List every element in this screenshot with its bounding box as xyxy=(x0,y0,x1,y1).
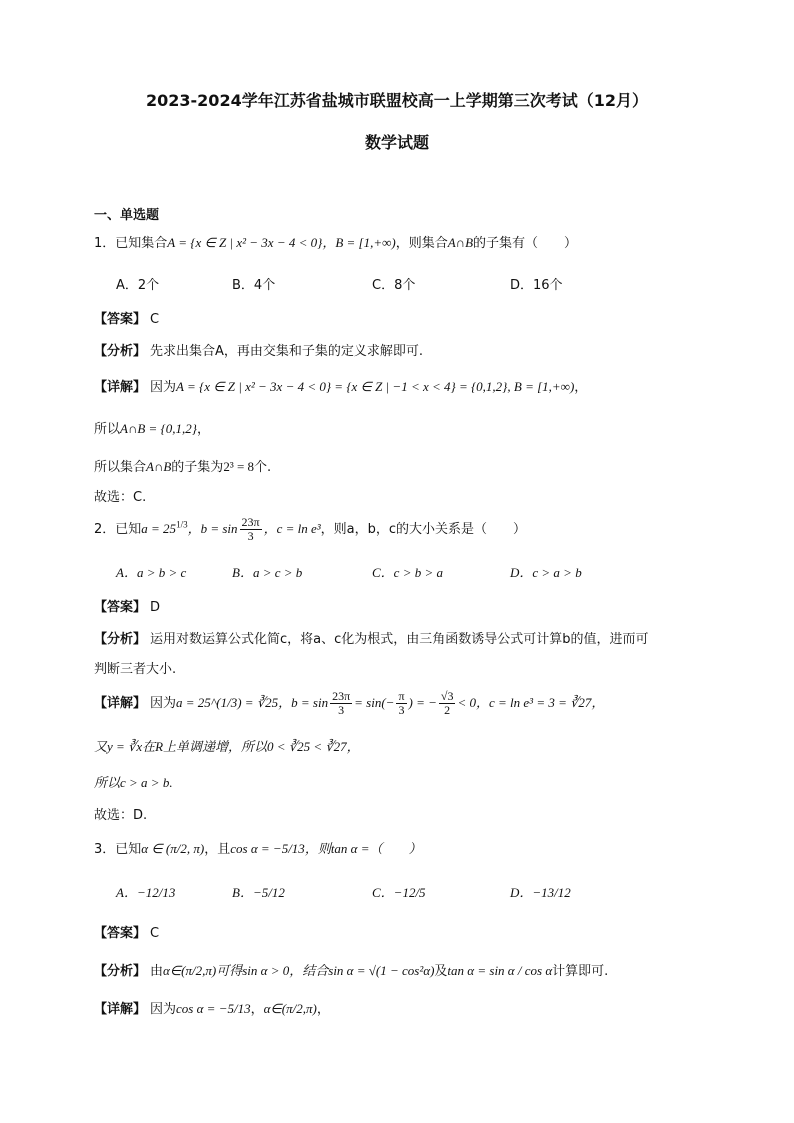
q2-detail-pi-fraction xyxy=(396,690,406,717)
q1-line3-prefix: 所以集合 xyxy=(94,460,147,475)
q1-conclusion: 故选：C. xyxy=(94,490,147,505)
q3-analysis-sin: sin α = √(1 − cos²α) xyxy=(328,963,435,978)
q3-stem xyxy=(94,838,422,857)
q2-detail-line2: 又y = ∛x在R上单调递增，所以0 < ∛25 < ∛27， xyxy=(94,739,360,754)
detail-tag: 【详解】 xyxy=(94,380,147,395)
q1-detail-prefix: 因为 xyxy=(150,380,177,395)
q3-option-c: C．−12/5 xyxy=(372,885,426,900)
q2-detail-b2: = sin(− xyxy=(354,695,395,710)
q3-analysis-and: 及 xyxy=(434,964,448,979)
q3-stem-suffix: ，则tan α =（ ） xyxy=(304,841,422,856)
q2-b-fraction xyxy=(240,516,262,543)
q1-detail-line2 xyxy=(94,418,210,437)
q2-stem-suffix: ，则a，b，c的大小关系是（ ） xyxy=(320,522,527,537)
q3-answer xyxy=(94,922,159,941)
q3-analysis xyxy=(94,960,608,979)
detail-tag: 【详解】 xyxy=(94,696,147,711)
q3-option-b: B．−5/12 xyxy=(232,885,285,900)
q2-detail-b1: ，b = sin xyxy=(278,695,329,710)
document-title: 2023-2024学年江苏省盐城市联盟校高一上学期第三次考试（12月） xyxy=(146,91,648,110)
q2-option-d: D．c > a > b xyxy=(510,565,582,580)
q2-b-expr: ，b = sin xyxy=(187,521,238,536)
q2-stem xyxy=(94,516,526,543)
answer-tag: 【答案】 xyxy=(94,600,147,615)
q2-detail-a: a = 25^(1/3) = ∛25 xyxy=(176,695,279,710)
answer-tag: 【答案】 xyxy=(94,312,147,327)
q2-detail-b3: ) = − xyxy=(408,695,437,710)
q1-detail-line3 xyxy=(94,456,271,475)
q3-stem-mid: ，且 xyxy=(204,842,231,857)
q3-answer-value: C xyxy=(150,926,160,941)
q1-line3-math: A∩B xyxy=(146,459,172,474)
q1-option-c: C．8个 xyxy=(372,278,416,293)
q2-option-a: A．a > b > c xyxy=(116,565,187,580)
q3-analysis-prefix: 由 xyxy=(150,964,164,979)
q2-c-expr: ，c = ln e³ xyxy=(263,521,321,536)
q3-detail-prefix: 因为 xyxy=(150,1002,177,1017)
q1-answer xyxy=(94,308,159,327)
detail-tag: 【详解】 xyxy=(94,1002,147,1017)
q2-conclusion: 故选：D. xyxy=(94,808,148,823)
q2-option-b: B．a > c > b xyxy=(232,565,303,580)
q2-b-denominator: 3 xyxy=(247,529,254,543)
q1-set-a: A = {x ∈ Z | x² − 3x − 4 < 0} xyxy=(167,235,323,250)
q1-option-b: B．4个 xyxy=(232,278,276,293)
q2-detail-b-denominator: 3 xyxy=(338,703,345,717)
q2-detail-c: ，c = ln e³ = 3 = ∛27， xyxy=(476,695,605,710)
q2-detail-pi-denominator: 3 xyxy=(398,703,405,717)
q3-analysis-end: 计算即可. xyxy=(552,964,609,979)
q3-detail-end: ， xyxy=(316,1002,330,1017)
q1-stem-suffix: ，则集合 xyxy=(395,236,448,251)
q2-detail-sqrt-denominator: 2 xyxy=(444,703,451,717)
analysis-tag: 【分析】 xyxy=(94,632,147,647)
q3-detail xyxy=(94,998,330,1017)
q1-set-b: ，B = [1,+∞) xyxy=(322,235,396,250)
q1-stem-end: 的子集有（ ） xyxy=(473,236,578,251)
q1-line3-value: 2³ = 8 xyxy=(223,459,255,474)
q2-option-c: C．c > b > a xyxy=(372,565,443,580)
q1-line2-math: A∩B = {0,1,2} xyxy=(120,421,197,436)
q2-answer xyxy=(94,596,160,615)
q1-line3-mid: 的子集为 xyxy=(171,460,224,475)
q2-detail-prefix: 因为 xyxy=(150,696,177,711)
q2-detail-b-fraction xyxy=(330,690,352,717)
q2-answer-value: D xyxy=(150,600,161,615)
q3-analysis-tan: tan α = sin α / cos α xyxy=(447,963,553,978)
q2-detail-sqrt-numerator: √3 xyxy=(440,689,454,703)
section-heading: 一、单选题 xyxy=(94,208,160,223)
q2-detail-line3: 所以c > a > b. xyxy=(94,775,173,790)
q2-stem-prefix: 2．已知 xyxy=(94,522,142,537)
q2-a-exponent: 1/3 xyxy=(176,519,188,530)
q1-stem-prefix: 1．已知集合 xyxy=(94,236,168,251)
answer-tag: 【答案】 xyxy=(94,926,147,941)
q1-intersection: A∩B xyxy=(447,235,474,250)
q3-analysis-mid: 可得sin α > 0，结合 xyxy=(216,963,329,978)
q2-analysis-line1: 运用对数运算公式化简c，将a、c化为根式，由三角函数诱导公式可计算b的值，进而可 xyxy=(150,632,649,647)
q3-detail-cos: cos α = −5/13 xyxy=(176,1001,251,1016)
q3-stem-prefix: 3．已知 xyxy=(94,842,142,857)
q1-line2-prefix: 所以 xyxy=(94,422,121,437)
q2-analysis-cont: 判断三者大小. xyxy=(94,662,177,677)
q3-alpha-range: α ∈ (π/2, π) xyxy=(141,841,205,856)
analysis-tag: 【分析】 xyxy=(94,964,147,979)
q3-option-d: D．−13/12 xyxy=(510,885,571,900)
q1-analysis-text: 先求出集合A，再由交集和子集的定义求解即可. xyxy=(150,344,424,359)
q1-option-d: D．16个 xyxy=(510,278,563,293)
q2-analysis xyxy=(94,628,649,647)
analysis-tag: 【分析】 xyxy=(94,344,147,359)
q2-detail-b-numerator: 23π xyxy=(332,689,351,703)
q3-cos-expr: cos α = −5/13 xyxy=(230,841,305,856)
q3-option-a: A．−12/13 xyxy=(116,885,176,900)
q2-detail-pi-numerator: π xyxy=(398,689,405,703)
q3-detail-range: α∈(π/2,π) xyxy=(263,1001,317,1016)
q1-line2-end: ， xyxy=(196,422,210,437)
q2-b-numerator: 23π xyxy=(241,515,260,529)
q3-detail-sep: ， xyxy=(250,1002,264,1017)
q2-a-expr: a = 25 xyxy=(141,521,177,536)
q3-analysis-range: α∈(π/2,π) xyxy=(163,963,217,978)
q2-detail-sqrt-fraction xyxy=(439,690,456,717)
q2-detail xyxy=(94,690,604,717)
q1-option-a: A．2个 xyxy=(116,278,160,293)
q2-detail-b4: < 0 xyxy=(457,695,476,710)
q1-detail xyxy=(94,376,587,395)
q1-detail-end: ， xyxy=(574,380,588,395)
q1-answer-value: C xyxy=(150,312,160,327)
q1-detail-math: A = {x ∈ Z | x² − 3x − 4 < 0} = {x ∈ Z | −1 < x < 4} = {0,1,2}, B = [1,+∞) xyxy=(176,379,575,394)
q1-analysis xyxy=(94,340,423,359)
q1-stem xyxy=(94,232,577,251)
document-subtitle: 数学试题 xyxy=(364,133,429,152)
q1-line3-end: 个. xyxy=(254,460,272,475)
